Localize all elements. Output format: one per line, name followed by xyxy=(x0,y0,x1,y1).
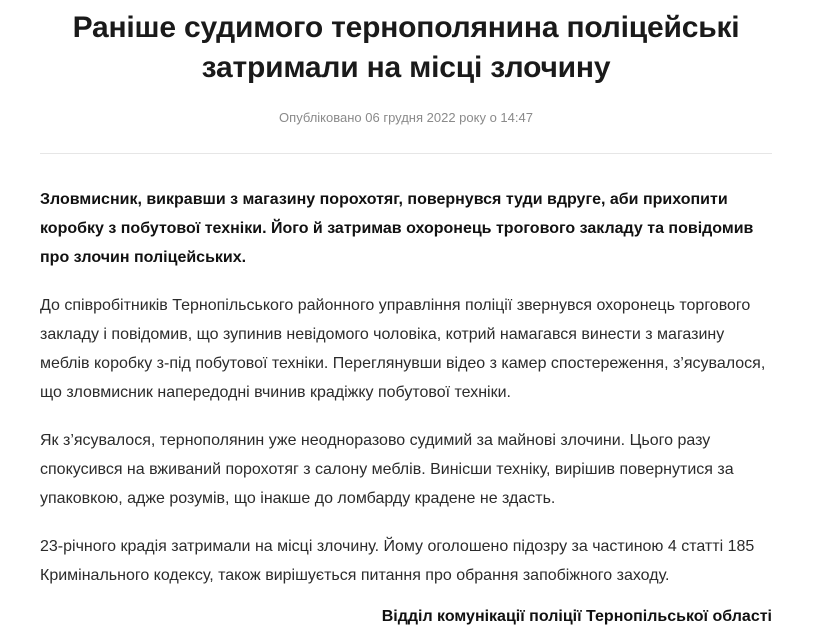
article-title-line-2: затримали на місці злочину xyxy=(201,51,611,84)
article-paragraph-2: Як з’ясувалося, тернополянин уже неодноразово судимий за майнові злочини. Цього разу спокусився на вживаний порохотяг з салону меблів. Винісши техніку, вирішив повернутися за упаковкою, адже розумів, що інакше до ломбарду крадене не здасть. xyxy=(40,432,734,507)
article-paragraph-3: 23-річного крадія затримали на місці злочину. Йому оголошено підозру за частиною 4 статті 185 Кримінального кодексу, також вирішується питання про обрання запобіжного заходу. xyxy=(40,538,755,584)
article-signature: Відділ комунікації поліції Тернопільської області xyxy=(381,608,772,625)
article-title-line-1: Раніше судимого тернополянина поліцейські xyxy=(72,11,740,44)
article-title xyxy=(40,8,772,88)
article xyxy=(40,0,772,628)
article-lead: Зловмисник, викравши з магазину порохотяг, повернувся туди вдруге, аби прихопити коробку з побутової техніки. Його й затримав охоронець трогового закладу та повідомив про злочин поліцейських. xyxy=(40,191,754,266)
article-paragraph-1: До співробітників Тернопільського районного управління поліції звернувся охоронець торгового закладу і повідомив, що зупинив невідомого чоловіка, котрий намагався винести з магазину меблів коробку з-під побутової техніки. Переглянувши відео з камер спостереження, з’ясувалося, що зловмисник напередодні вчинив крадіжку побутової техніки. xyxy=(40,297,766,401)
title-divider xyxy=(40,153,772,154)
publication-date: Опубліковано 06 грудня 2022 року о 14:47 xyxy=(279,110,533,125)
